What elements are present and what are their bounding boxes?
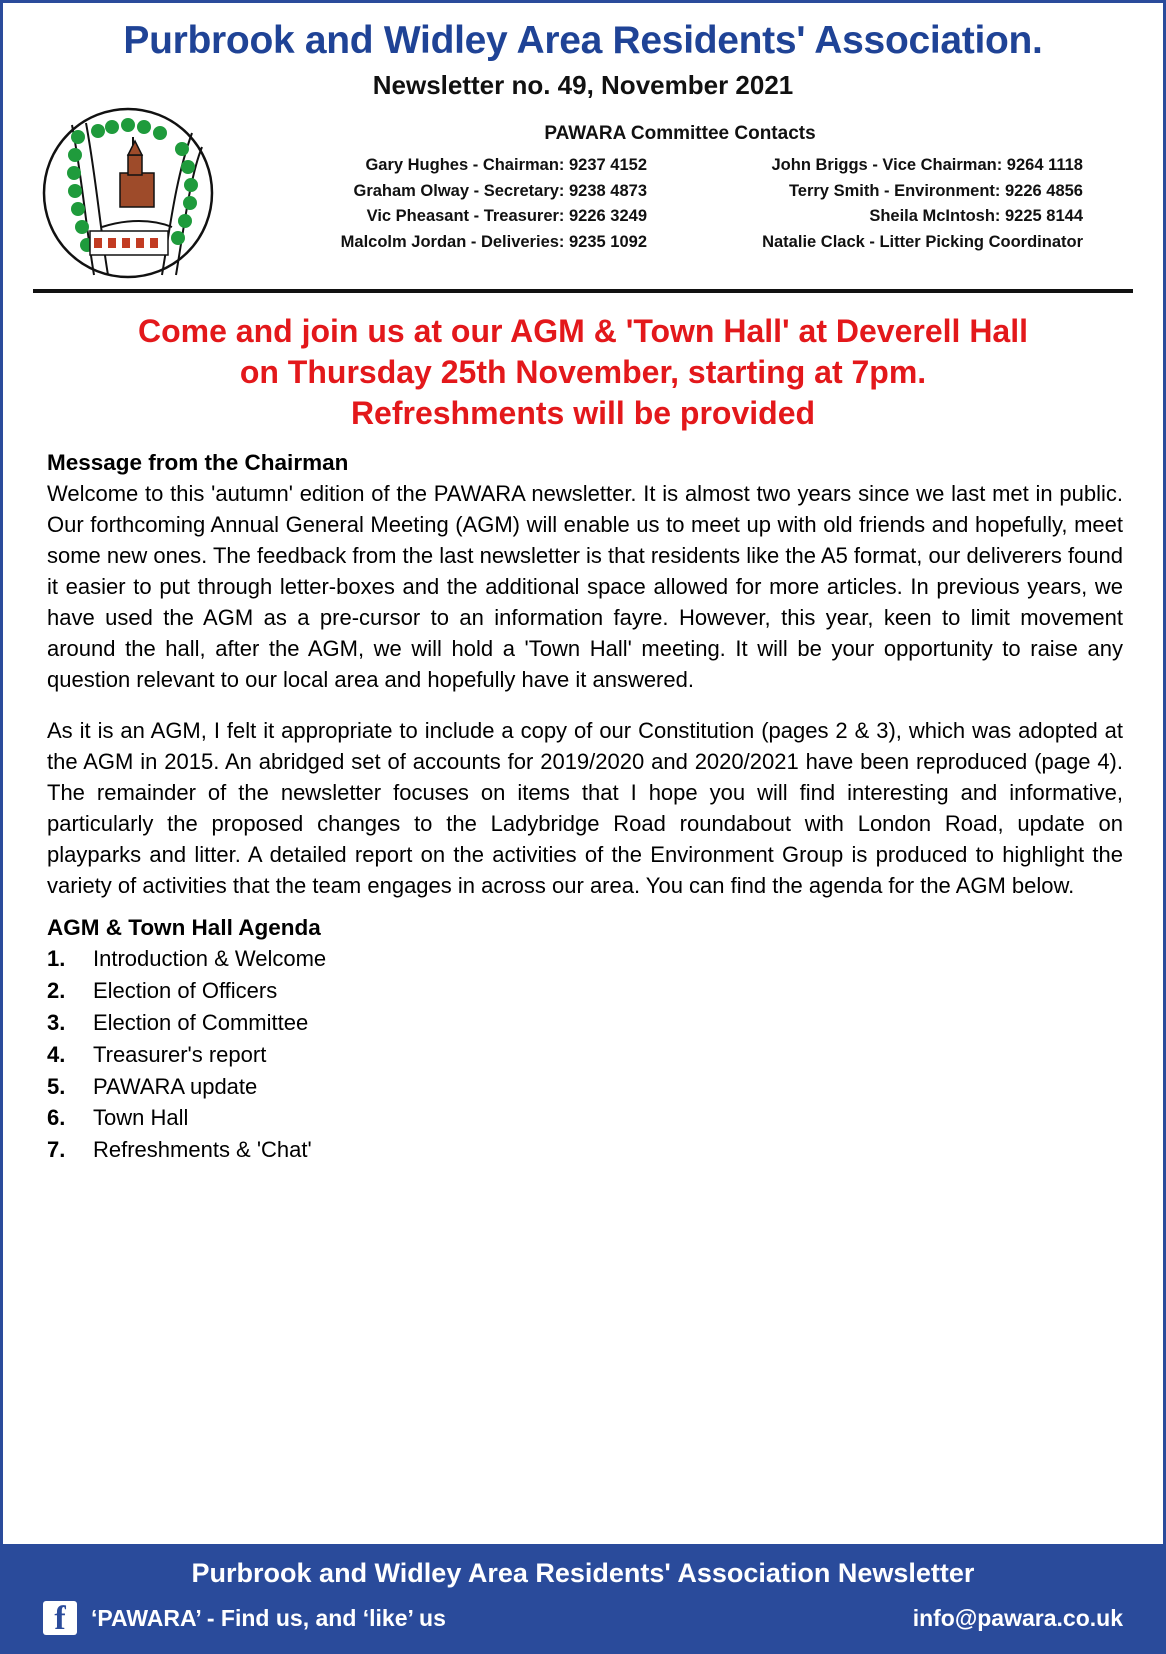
- footer-title: Purbrook and Widley Area Residents' Association Newsletter: [191, 1558, 975, 1588]
- chairman-message-heading: Message from the Chairman: [47, 449, 349, 475]
- agenda-item-number: 4.: [47, 1041, 66, 1067]
- page-footer: [3, 1544, 1163, 1651]
- agenda-item-label: Introduction & Welcome: [93, 946, 327, 971]
- church-and-houses-emblem-icon: [42, 107, 214, 279]
- agenda-item-label: Election of Officers: [93, 977, 278, 1003]
- newsletter-issue: Newsletter no. 49, November 2021: [372, 69, 794, 100]
- banner-line-1: Come and join us at our AGM & 'Town Hall' at Deverell Hall: [137, 312, 1028, 349]
- contacts-column-right: [683, 153, 1083, 255]
- contact-item: Terry Smith - Environment: 9226 4856: [788, 181, 1083, 200]
- list-item: [47, 975, 1123, 1007]
- agenda-item-number: 7.: [47, 1137, 66, 1163]
- committee-contacts: [223, 105, 1137, 255]
- contact-item: John Briggs - Vice Chairman: 9264 1118: [771, 155, 1083, 174]
- facebook-label: ‘PAWARA’ - Find us, and ‘like’ us: [91, 1604, 446, 1631]
- logo-container: [33, 105, 223, 279]
- contact-item: Natalie Clack - Litter Picking Coordinator: [762, 232, 1083, 251]
- agenda-list: [47, 943, 1123, 1166]
- agenda-item-number: 5.: [47, 1073, 66, 1099]
- agenda-item-label: Treasurer's report: [93, 1041, 267, 1067]
- contact-item: Malcolm Jordan - Deliveries: 9235 1092: [340, 232, 647, 251]
- banner-line-3: Refreshments will be provided: [350, 394, 816, 431]
- list-item: [47, 1102, 1123, 1134]
- list-item: [47, 1071, 1123, 1103]
- banner-line-2: on Thursday 25th November, starting at 7pm.: [239, 353, 927, 390]
- contact-email[interactable]: info@pawara.co.uk: [912, 1604, 1123, 1631]
- list-item: [47, 1007, 1123, 1039]
- agenda-item-label: Town Hall: [93, 1105, 189, 1131]
- contacts-column-left: [277, 153, 647, 255]
- agenda-item-number: 1.: [47, 946, 66, 971]
- agenda-heading: AGM & Town Hall Agenda: [47, 915, 321, 940]
- contact-item: Graham Olway - Secretary: 9238 4873: [353, 181, 647, 200]
- masthead: [3, 3, 1163, 101]
- facebook-icon[interactable]: [43, 1601, 77, 1635]
- facebook-glyph: f: [54, 1600, 66, 1637]
- event-banner: [3, 293, 1163, 440]
- facebook-link[interactable]: [43, 1601, 446, 1635]
- page-title: Purbrook and Widley Area Residents' Association.: [123, 19, 1043, 62]
- agenda-item-label: Refreshments & 'Chat': [93, 1137, 312, 1163]
- agenda-item-label: Election of Committee: [93, 1009, 309, 1035]
- header-body: [3, 101, 1163, 279]
- contact-item: Sheila McIntosh: 9225 8144: [869, 207, 1083, 226]
- contact-item: Vic Pheasant - Treasurer: 9226 3249: [366, 207, 647, 226]
- list-item: [47, 1134, 1123, 1166]
- contacts-title: PAWARA Committee Contacts: [544, 122, 816, 144]
- agenda-item-number: 2.: [47, 977, 66, 1003]
- chairman-paragraph-1: Welcome to this 'autumn' edition of the PAWARA newsletter. It is almost two years since we last met in public. Our forthcoming Annual General Meeting (AGM) will enable us to meet up with old friends and hopefully, meet some new ones. The feedback from the last newsletter is that residents like the A5 format, our deliverers found it easier to put through letter-boxes and the additional space allowed for more articles. In previous years, we have used the AGM as a pre-cursor to an information fayre. However, this year, keen to limit movement around the hall, after the AGM, we will hold a 'Town Hall' meeting. It will be your opportunity to raise any question relevant to our local area and hopefully have it answered.: [47, 480, 1123, 692]
- agenda-item-label: PAWARA update: [93, 1073, 258, 1099]
- list-item: [47, 1039, 1123, 1071]
- chairman-paragraph-2: As it is an AGM, I felt it appropriate to include a copy of our Constitution (pages 2 & 3), which was adopted at the AGM in 2015. An abridged set of accounts for 2019/2020 and 2020/2021 have been reproduced (page 4). The remainder of the newsletter focuses on items that I hope you will find interesting and informative, particularly the proposed changes to the Ladybridge Road roundabout with London Road, update on playparks and litter. A detailed report on the activities of the Environment Group is produced to highlight the variety of activities that the team engages in across our area. You can find the agenda for the AGM below.: [47, 717, 1123, 898]
- contact-item: Gary Hughes - Chairman: 9237 4152: [365, 155, 647, 174]
- agenda-item-number: 3.: [47, 1009, 66, 1035]
- list-item: [47, 943, 1123, 975]
- agenda-item-number: 6.: [47, 1105, 66, 1131]
- article-content: [3, 440, 1163, 1166]
